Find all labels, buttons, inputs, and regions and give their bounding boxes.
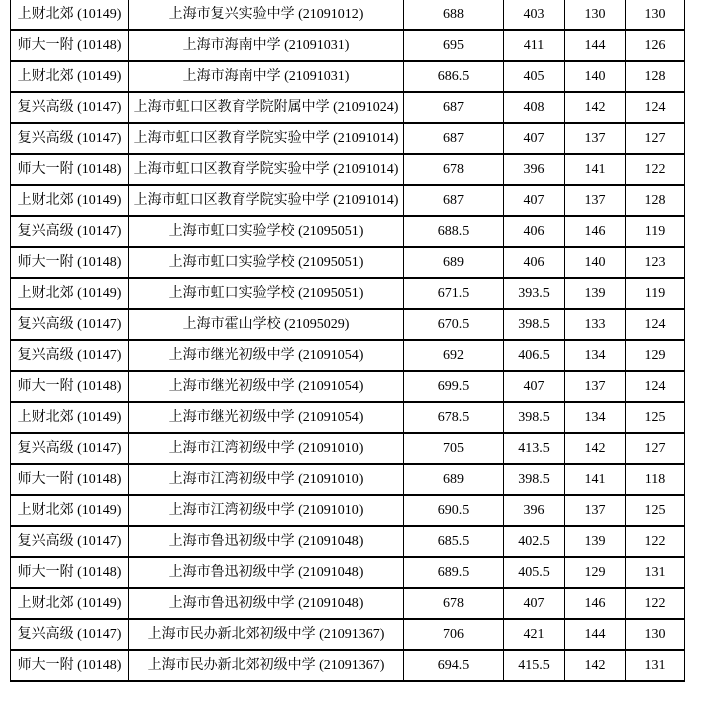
score-4-cell: 127 bbox=[626, 123, 685, 154]
score-2-cell: 407 bbox=[504, 588, 565, 619]
score-3-cell: 144 bbox=[565, 30, 626, 61]
admitting-school-cell: 上财北郊 (10149) bbox=[11, 278, 129, 309]
middle-school-cell: 上海市海南中学 (21091031) bbox=[129, 30, 404, 61]
admitting-school-cell: 复兴高级 (10147) bbox=[11, 433, 129, 464]
middle-school-cell: 上海市鲁迅初级中学 (21091048) bbox=[129, 526, 404, 557]
score-4-cell: 124 bbox=[626, 92, 685, 123]
score-1-cell: 692 bbox=[404, 340, 504, 371]
admitting-school-cell: 上财北郊 (10149) bbox=[11, 61, 129, 92]
score-2-cell: 405 bbox=[504, 61, 565, 92]
table-row bbox=[11, 371, 685, 402]
score-1-cell: 689.5 bbox=[404, 557, 504, 588]
admitting-school-cell: 复兴高级 (10147) bbox=[11, 309, 129, 340]
table-row bbox=[11, 557, 685, 588]
admitting-school-cell: 上财北郊 (10149) bbox=[11, 0, 129, 30]
score-4-cell: 124 bbox=[626, 371, 685, 402]
score-2-cell: 393.5 bbox=[504, 278, 565, 309]
score-1-cell: 706 bbox=[404, 619, 504, 650]
score-table-container bbox=[10, 0, 684, 682]
admitting-school-cell: 复兴高级 (10147) bbox=[11, 340, 129, 371]
table-row bbox=[11, 30, 685, 61]
middle-school-cell: 上海市复兴实验中学 (21091012) bbox=[129, 0, 404, 30]
admitting-school-cell: 上财北郊 (10149) bbox=[11, 495, 129, 526]
table-row bbox=[11, 340, 685, 371]
score-1-cell: 686.5 bbox=[404, 61, 504, 92]
table-row bbox=[11, 154, 685, 185]
table-row bbox=[11, 278, 685, 309]
table-row bbox=[11, 464, 685, 495]
middle-school-cell: 上海市虹口区教育学院实验中学 (21091014) bbox=[129, 154, 404, 185]
score-1-cell: 687 bbox=[404, 92, 504, 123]
score-4-cell: 119 bbox=[626, 216, 685, 247]
score-4-cell: 131 bbox=[626, 650, 685, 681]
table-row bbox=[11, 216, 685, 247]
score-2-cell: 406 bbox=[504, 216, 565, 247]
score-1-cell: 690.5 bbox=[404, 495, 504, 526]
score-3-cell: 141 bbox=[565, 464, 626, 495]
middle-school-cell: 上海市江湾初级中学 (21091010) bbox=[129, 433, 404, 464]
score-3-cell: 144 bbox=[565, 619, 626, 650]
score-3-cell: 142 bbox=[565, 433, 626, 464]
score-1-cell: 699.5 bbox=[404, 371, 504, 402]
score-1-cell: 705 bbox=[404, 433, 504, 464]
score-2-cell: 408 bbox=[504, 92, 565, 123]
score-1-cell: 688.5 bbox=[404, 216, 504, 247]
admitting-school-cell: 师大一附 (10148) bbox=[11, 30, 129, 61]
middle-school-cell: 上海市继光初级中学 (21091054) bbox=[129, 371, 404, 402]
score-4-cell: 122 bbox=[626, 154, 685, 185]
score-1-cell: 694.5 bbox=[404, 650, 504, 681]
score-4-cell: 129 bbox=[626, 340, 685, 371]
score-4-cell: 130 bbox=[626, 619, 685, 650]
table-row bbox=[11, 402, 685, 433]
middle-school-cell: 上海市江湾初级中学 (21091010) bbox=[129, 495, 404, 526]
admitting-school-cell: 复兴高级 (10147) bbox=[11, 216, 129, 247]
middle-school-cell: 上海市海南中学 (21091031) bbox=[129, 61, 404, 92]
middle-school-cell: 上海市霍山学校 (21095029) bbox=[129, 309, 404, 340]
table-row bbox=[11, 185, 685, 216]
admitting-school-cell: 上财北郊 (10149) bbox=[11, 588, 129, 619]
score-2-cell: 405.5 bbox=[504, 557, 565, 588]
score-2-cell: 396 bbox=[504, 495, 565, 526]
score-3-cell: 137 bbox=[565, 123, 626, 154]
score-3-cell: 146 bbox=[565, 216, 626, 247]
middle-school-cell: 上海市虹口实验学校 (21095051) bbox=[129, 278, 404, 309]
score-2-cell: 402.5 bbox=[504, 526, 565, 557]
score-4-cell: 127 bbox=[626, 433, 685, 464]
score-4-cell: 118 bbox=[626, 464, 685, 495]
middle-school-cell: 上海市鲁迅初级中学 (21091048) bbox=[129, 557, 404, 588]
score-table-body bbox=[11, 0, 685, 681]
middle-school-cell: 上海市继光初级中学 (21091054) bbox=[129, 340, 404, 371]
score-2-cell: 415.5 bbox=[504, 650, 565, 681]
table-row bbox=[11, 433, 685, 464]
score-2-cell: 398.5 bbox=[504, 402, 565, 433]
middle-school-cell: 上海市鲁迅初级中学 (21091048) bbox=[129, 588, 404, 619]
score-4-cell: 124 bbox=[626, 309, 685, 340]
score-2-cell: 413.5 bbox=[504, 433, 565, 464]
score-1-cell: 687 bbox=[404, 185, 504, 216]
table-row bbox=[11, 526, 685, 557]
score-2-cell: 411 bbox=[504, 30, 565, 61]
score-table bbox=[10, 0, 685, 682]
score-2-cell: 407 bbox=[504, 371, 565, 402]
table-row bbox=[11, 309, 685, 340]
score-3-cell: 129 bbox=[565, 557, 626, 588]
admitting-school-cell: 师大一附 (10148) bbox=[11, 247, 129, 278]
middle-school-cell: 上海市继光初级中学 (21091054) bbox=[129, 402, 404, 433]
score-3-cell: 140 bbox=[565, 247, 626, 278]
score-3-cell: 141 bbox=[565, 154, 626, 185]
table-row bbox=[11, 123, 685, 154]
score-4-cell: 125 bbox=[626, 402, 685, 433]
score-3-cell: 142 bbox=[565, 92, 626, 123]
score-4-cell: 119 bbox=[626, 278, 685, 309]
score-4-cell: 122 bbox=[626, 588, 685, 619]
middle-school-cell: 上海市虹口实验学校 (21095051) bbox=[129, 216, 404, 247]
score-1-cell: 685.5 bbox=[404, 526, 504, 557]
admitting-school-cell: 上财北郊 (10149) bbox=[11, 402, 129, 433]
score-2-cell: 403 bbox=[504, 0, 565, 30]
score-3-cell: 146 bbox=[565, 588, 626, 619]
score-1-cell: 687 bbox=[404, 123, 504, 154]
middle-school-cell: 上海市虹口区教育学院附属中学 (21091024) bbox=[129, 92, 404, 123]
table-row bbox=[11, 650, 685, 681]
middle-school-cell: 上海市民办新北郊初级中学 (21091367) bbox=[129, 650, 404, 681]
middle-school-cell: 上海市虹口实验学校 (21095051) bbox=[129, 247, 404, 278]
score-2-cell: 421 bbox=[504, 619, 565, 650]
score-1-cell: 671.5 bbox=[404, 278, 504, 309]
score-3-cell: 134 bbox=[565, 340, 626, 371]
score-4-cell: 125 bbox=[626, 495, 685, 526]
score-1-cell: 689 bbox=[404, 464, 504, 495]
admitting-school-cell: 师大一附 (10148) bbox=[11, 557, 129, 588]
table-row bbox=[11, 588, 685, 619]
score-3-cell: 137 bbox=[565, 495, 626, 526]
score-1-cell: 688 bbox=[404, 0, 504, 30]
score-2-cell: 406 bbox=[504, 247, 565, 278]
admitting-school-cell: 师大一附 (10148) bbox=[11, 371, 129, 402]
score-4-cell: 123 bbox=[626, 247, 685, 278]
table-row bbox=[11, 61, 685, 92]
score-2-cell: 407 bbox=[504, 123, 565, 154]
table-row bbox=[11, 0, 685, 30]
score-1-cell: 695 bbox=[404, 30, 504, 61]
score-3-cell: 130 bbox=[565, 0, 626, 30]
score-2-cell: 407 bbox=[504, 185, 565, 216]
table-row bbox=[11, 495, 685, 526]
admitting-school-cell: 复兴高级 (10147) bbox=[11, 92, 129, 123]
score-1-cell: 678 bbox=[404, 154, 504, 185]
admitting-school-cell: 师大一附 (10148) bbox=[11, 154, 129, 185]
score-4-cell: 128 bbox=[626, 185, 685, 216]
admitting-school-cell: 复兴高级 (10147) bbox=[11, 619, 129, 650]
score-3-cell: 137 bbox=[565, 185, 626, 216]
score-1-cell: 678 bbox=[404, 588, 504, 619]
score-3-cell: 134 bbox=[565, 402, 626, 433]
admitting-school-cell: 复兴高级 (10147) bbox=[11, 526, 129, 557]
middle-school-cell: 上海市江湾初级中学 (21091010) bbox=[129, 464, 404, 495]
score-2-cell: 398.5 bbox=[504, 309, 565, 340]
score-3-cell: 140 bbox=[565, 61, 626, 92]
score-3-cell: 139 bbox=[565, 278, 626, 309]
score-3-cell: 142 bbox=[565, 650, 626, 681]
score-2-cell: 406.5 bbox=[504, 340, 565, 371]
score-3-cell: 137 bbox=[565, 371, 626, 402]
admitting-school-cell: 师大一附 (10148) bbox=[11, 464, 129, 495]
score-4-cell: 131 bbox=[626, 557, 685, 588]
score-1-cell: 689 bbox=[404, 247, 504, 278]
admitting-school-cell: 上财北郊 (10149) bbox=[11, 185, 129, 216]
score-4-cell: 128 bbox=[626, 61, 685, 92]
score-1-cell: 670.5 bbox=[404, 309, 504, 340]
middle-school-cell: 上海市虹口区教育学院实验中学 (21091014) bbox=[129, 123, 404, 154]
score-2-cell: 398.5 bbox=[504, 464, 565, 495]
score-3-cell: 139 bbox=[565, 526, 626, 557]
table-row bbox=[11, 619, 685, 650]
table-row bbox=[11, 92, 685, 123]
middle-school-cell: 上海市虹口区教育学院实验中学 (21091014) bbox=[129, 185, 404, 216]
score-4-cell: 122 bbox=[626, 526, 685, 557]
admitting-school-cell: 师大一附 (10148) bbox=[11, 650, 129, 681]
score-4-cell: 126 bbox=[626, 30, 685, 61]
admitting-school-cell: 复兴高级 (10147) bbox=[11, 123, 129, 154]
score-2-cell: 396 bbox=[504, 154, 565, 185]
score-1-cell: 678.5 bbox=[404, 402, 504, 433]
middle-school-cell: 上海市民办新北郊初级中学 (21091367) bbox=[129, 619, 404, 650]
score-3-cell: 133 bbox=[565, 309, 626, 340]
table-row bbox=[11, 247, 685, 278]
score-4-cell: 130 bbox=[626, 0, 685, 30]
